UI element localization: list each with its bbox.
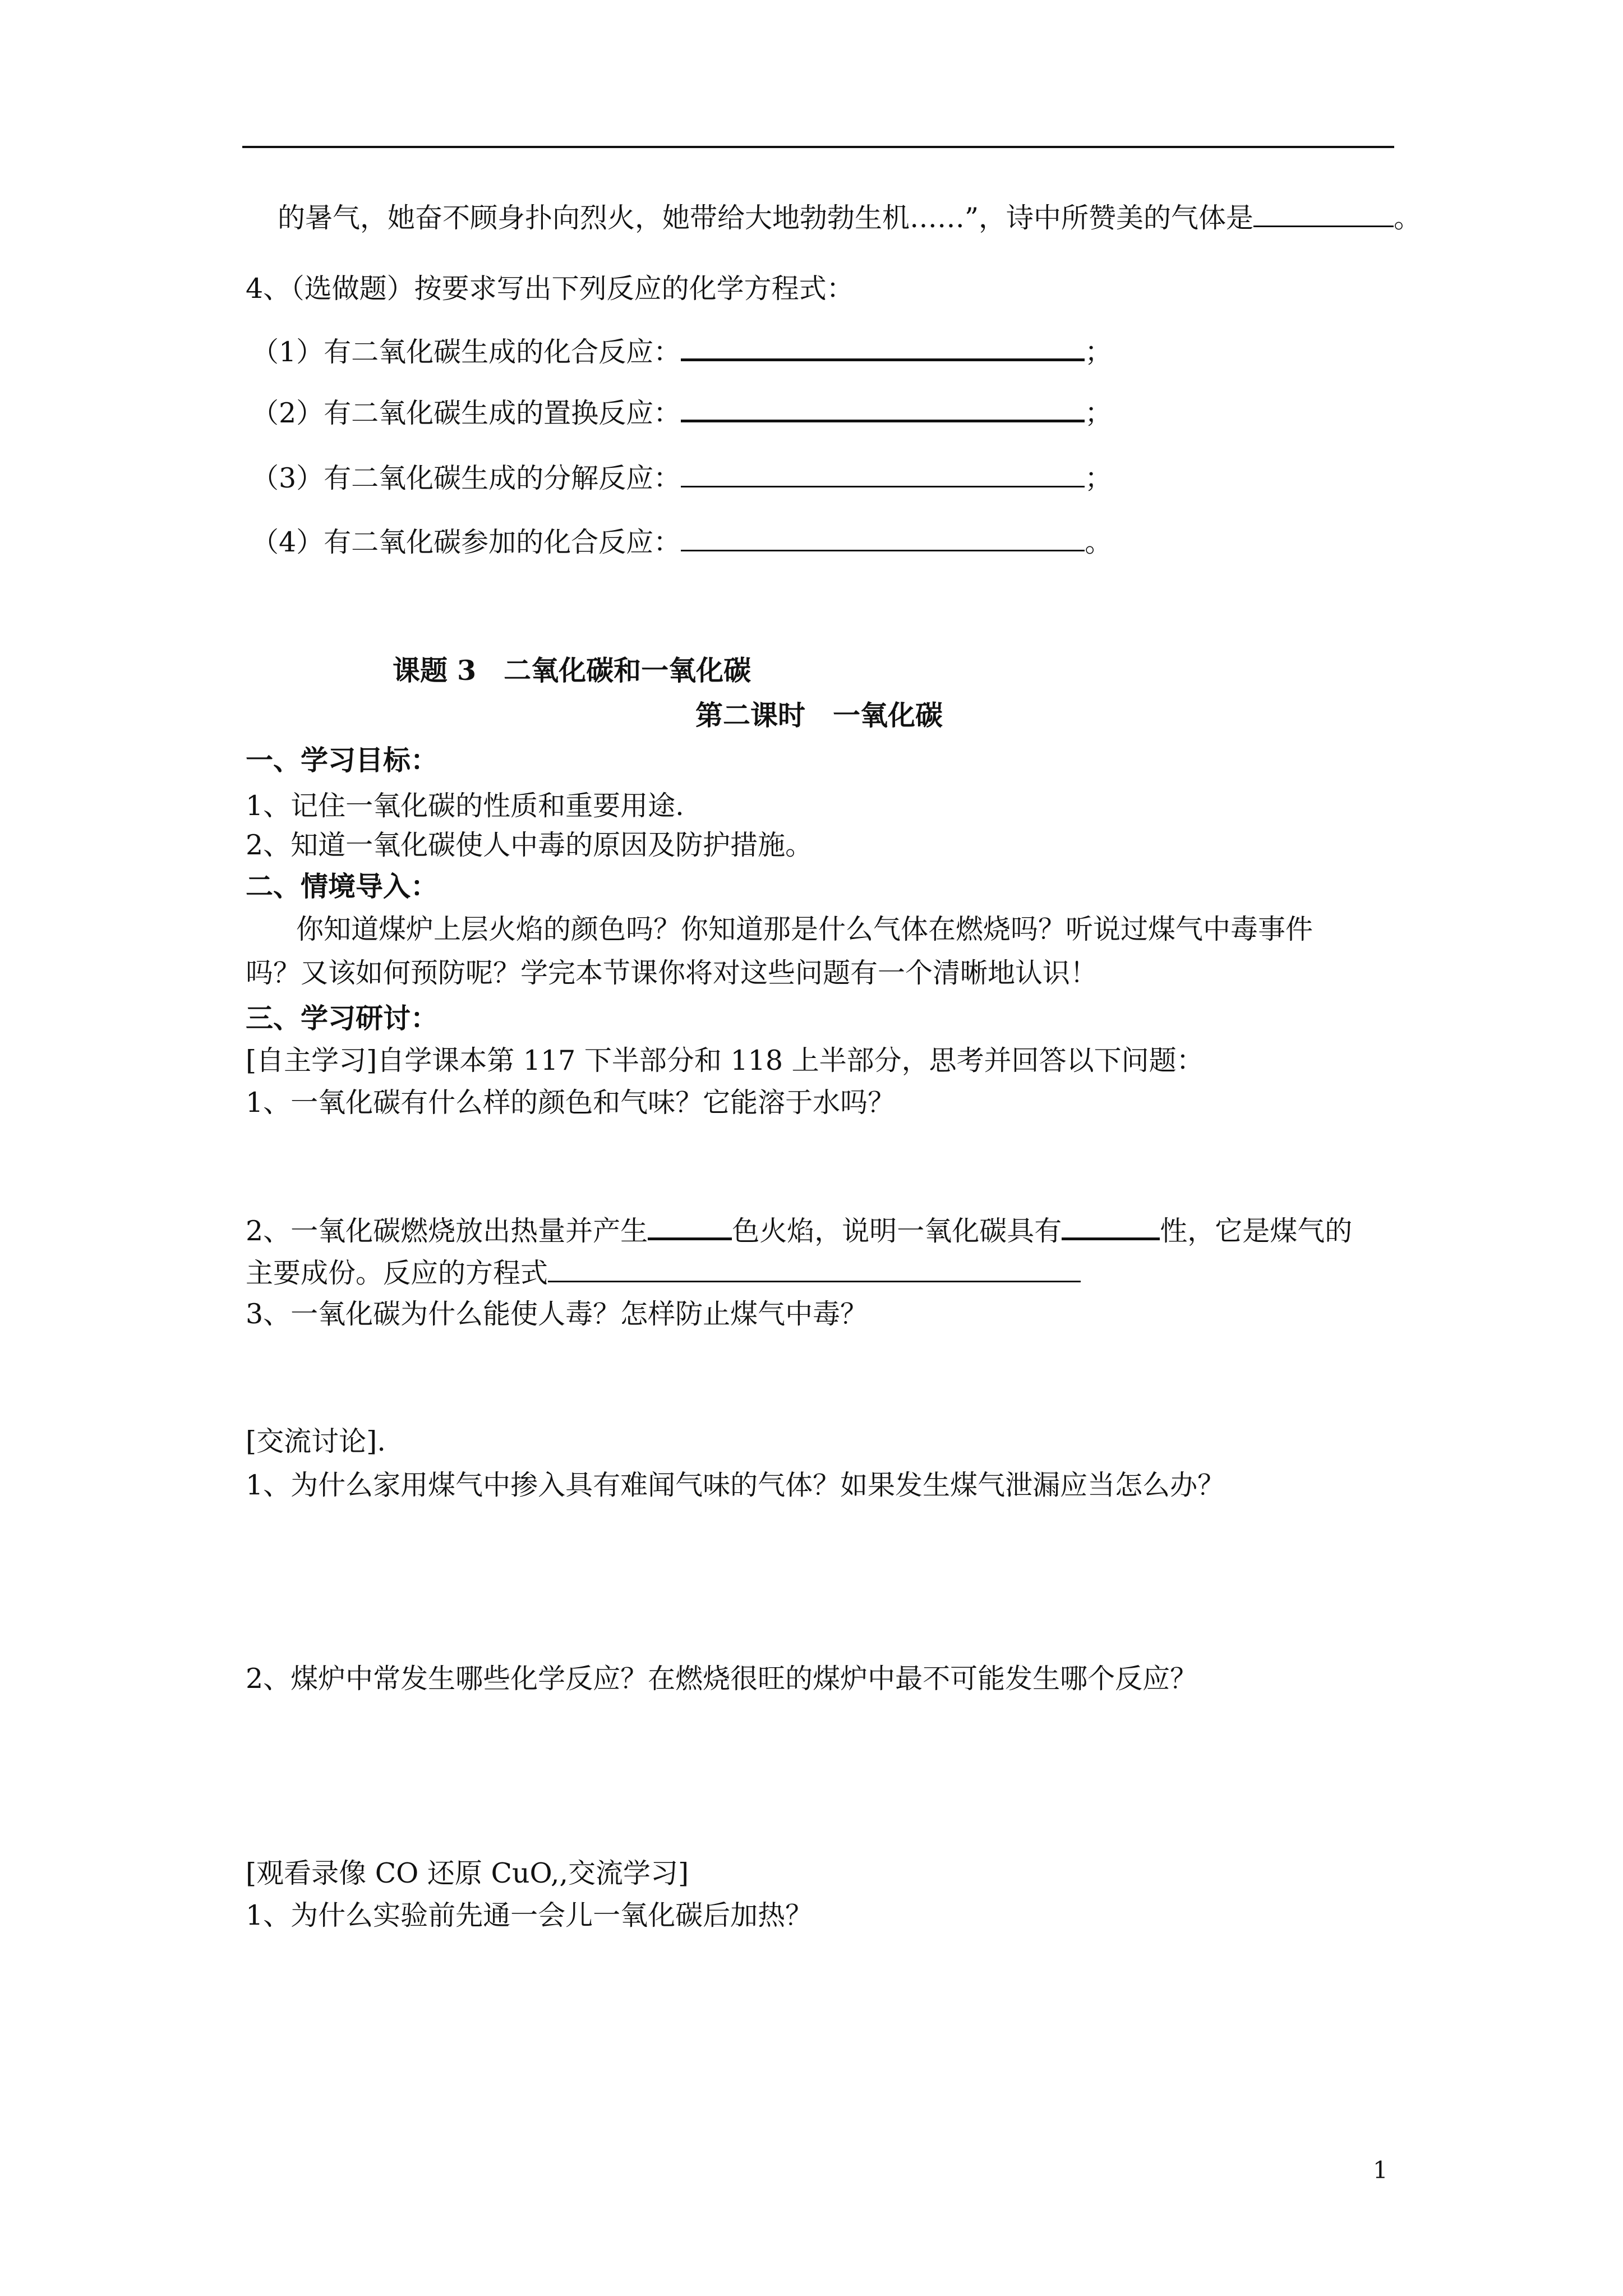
study-question-2-line-2 — [246, 1255, 1081, 1290]
page-number: 1 — [1373, 2156, 1388, 2184]
discussion-heading: [交流讨论]. — [246, 1425, 386, 1457]
q4-item-label: （1）有二氧化碳生成的化合反应： — [251, 336, 681, 368]
continuation-end: 。 — [1394, 202, 1422, 234]
discussion-question-2: 2、煤炉中常发生哪些化学反应？在燃烧很旺的煤炉中最不可能发生哪个反应？ — [246, 1663, 1198, 1695]
q4-item-label: （2）有二氧化碳生成的置换反应： — [251, 397, 681, 429]
q2-line-2-text: 主要成份。反应的方程式 — [246, 1257, 548, 1289]
q4-item-label: （4）有二氧化碳参加的化合反应： — [251, 526, 681, 558]
q4-item-2 — [251, 394, 1112, 430]
q4-item-label: （3）有二氧化碳生成的分解反应： — [251, 462, 681, 494]
video-heading: [观看录像 CO 还原 CuO,,交流学习] — [246, 1857, 689, 1889]
header-rule — [242, 146, 1394, 148]
q2-text-part-1: 2、一氧化碳燃烧放出热量并产生 — [246, 1215, 648, 1247]
intro-paragraph-line-1: 你知道煤炉上层火焰的颜色吗？你知道那是什么气体在燃烧吗？听说过煤气中毒事件 — [296, 913, 1313, 945]
answer-blank[interactable] — [681, 394, 1085, 422]
lesson-topic: 课题 3 二氧化碳和一氧化碳 — [393, 654, 751, 687]
study-question-1: 1、一氧化碳有什么样的颜色和气味？它能溶于水吗？ — [246, 1087, 896, 1119]
self-study-instruction: [自主学习]自学课本第 117 下半部分和 118 上半部分，思考并回答以下问题： — [246, 1045, 1204, 1076]
q4-item-4 — [251, 524, 1112, 559]
q4-item-end: ； — [1085, 336, 1113, 368]
answer-blank[interactable] — [681, 524, 1085, 551]
property-blank[interactable] — [1062, 1212, 1160, 1240]
answer-blank[interactable] — [681, 460, 1085, 487]
study-question-2 — [246, 1212, 1352, 1248]
q4-item-end: ； — [1085, 397, 1113, 429]
goal-item-2: 2、知道一氧化碳使人中毒的原因及防护措施。 — [246, 829, 813, 861]
study-heading: 三、学习研讨： — [246, 1002, 439, 1034]
q4-title: 4、（选做题）按要求写出下列反应的化学方程式： — [246, 273, 854, 305]
goal-item-1: 1、记住一氧化碳的性质和重要用途. — [246, 790, 684, 822]
continuation-text: 的暑气，她奋不顾身扑向烈火，她带给大地勃勃生机……”，诗中所赞美的气体是 — [278, 202, 1254, 234]
intro-heading: 二、情境导入： — [246, 870, 439, 903]
q4-item-1 — [251, 333, 1112, 369]
q4-item-end: ； — [1085, 462, 1113, 494]
answer-blank[interactable] — [1253, 200, 1394, 227]
goals-heading: 一、学习目标： — [246, 744, 439, 776]
lesson-subtitle: 第二课时 一氧化碳 — [695, 699, 943, 731]
continuation-line — [278, 200, 1421, 235]
color-blank[interactable] — [648, 1212, 732, 1240]
q2-text-part-3: 性，它是煤气的 — [1160, 1215, 1353, 1247]
q2-text-part-2: 色火焰，说明一氧化碳具有 — [732, 1215, 1062, 1247]
discussion-question-1: 1、为什么家用煤气中掺入具有难闻气味的气体？如果发生煤气泄漏应当怎么办？ — [246, 1469, 1225, 1501]
intro-paragraph-line-2: 吗？又该如何预防呢？学完本节课你将对这些问题有一个清晰地认识！ — [246, 957, 1098, 989]
q4-item-3 — [251, 460, 1112, 495]
answer-blank[interactable] — [681, 333, 1085, 361]
q4-item-end: 。 — [1085, 526, 1113, 558]
equation-blank[interactable] — [548, 1255, 1081, 1282]
study-question-3: 3、一氧化碳为什么能使人毒？怎样防止煤气中毒？ — [246, 1298, 868, 1330]
video-question-1: 1、为什么实验前先通一会儿一氧化碳后加热？ — [246, 1899, 813, 1931]
